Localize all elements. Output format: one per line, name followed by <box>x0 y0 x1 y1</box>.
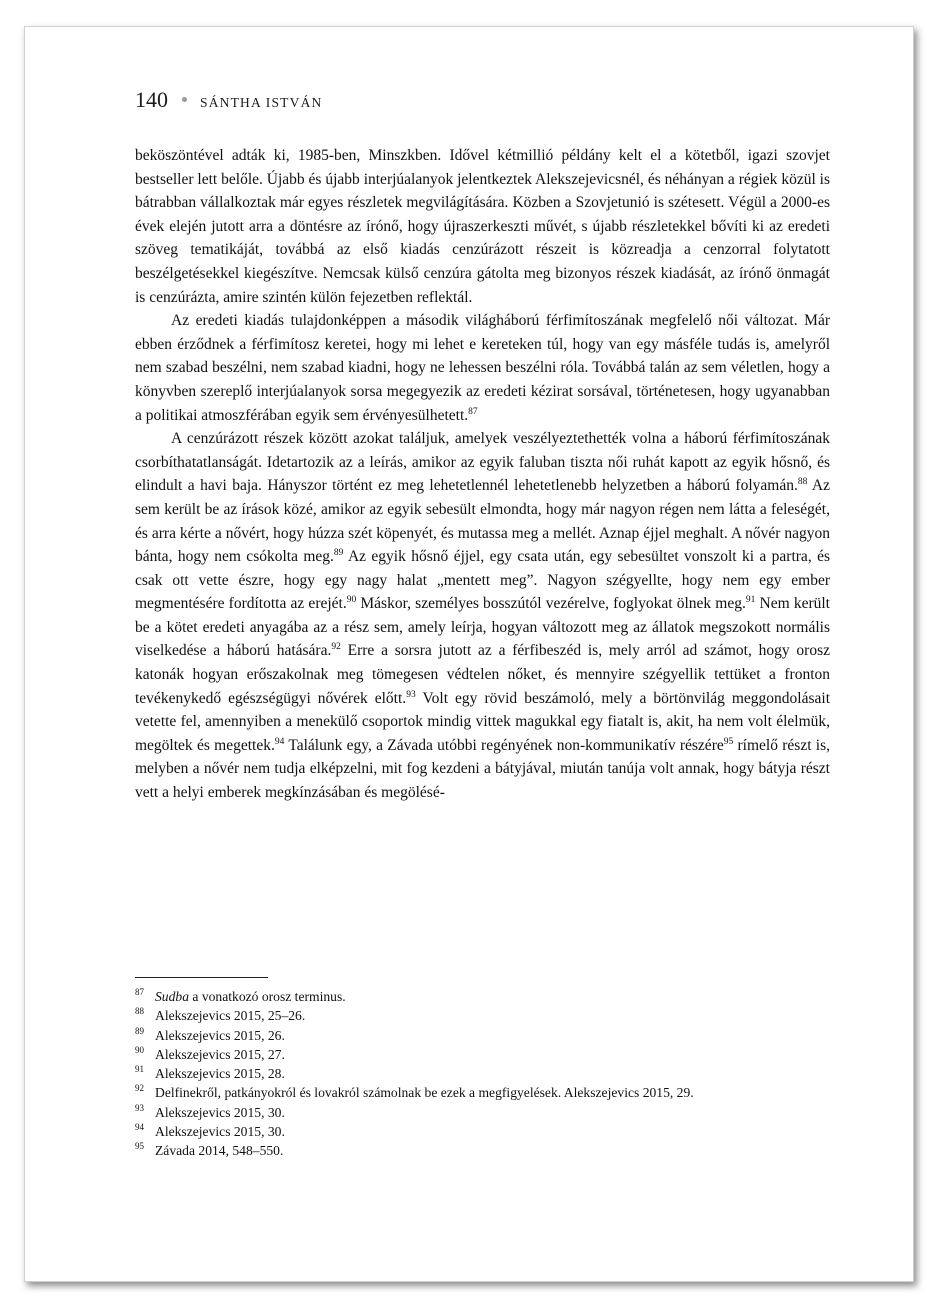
footnote-item <box>135 987 835 1006</box>
footnote-reference[interactable]: 95 <box>723 736 734 747</box>
footnote-number: 87 <box>135 987 144 997</box>
page-number: 140 <box>135 87 168 112</box>
footnote-text <box>155 1141 283 1160</box>
footnote-number: 88 <box>135 1006 144 1017</box>
paragraph-text: Volt egy rövid beszámoló, mely a börtönvilág meggondolásait vetette fel, amennyiben a menekülő csoportok mindig vittek magukkal egy fiatalt is, akit, ha nem volt élelmük, megöltek és megettek. <box>135 689 831 754</box>
footnote-body: Alekszejevics 2015, 27. <box>155 1046 285 1062</box>
footnote-body: Alekszejevics 2015, 28. <box>155 1066 285 1082</box>
body-paragraph <box>135 144 830 309</box>
footnote-text <box>155 1064 285 1083</box>
footnote-number: 93 <box>135 1102 144 1113</box>
footnote-item <box>135 1083 835 1102</box>
footnote-number: 89 <box>135 1025 144 1036</box>
footnote-body: Závada 2014, 548–550. <box>155 1143 284 1159</box>
footnote-item <box>135 1006 835 1025</box>
footnote-reference[interactable]: 88 <box>797 477 808 488</box>
footnote-body: Alekszejevics 2015, 30. <box>155 1104 285 1120</box>
paragraph-text: Az egyik hősnő éjjel, egy csata után, egy sebesültet vonszolt ki a partra, és csak ott vette észre, hogy egy nagy halat „mentett meg”. Nagyon szégyellte, hogy nem egy ember megmentésére fordította az erejét. <box>135 548 830 613</box>
paragraph-text: Nem került be a kötet eredeti anyagába az a rész sem, amely leírja, hogyan változott meg az állatok megszokott normális viselkedése a háború hatására. <box>135 595 830 660</box>
footnote-text <box>155 1026 285 1045</box>
footnote-reference[interactable]: 89 <box>333 548 344 559</box>
footnote-reference[interactable]: 93 <box>406 689 416 700</box>
footnote-body: a vonatkozó orosz terminus. <box>188 989 346 1004</box>
paragraph-text: beköszöntével adták ki, 1985-ben, Minszkben. Idővel kétmillió példány kelt el a kötetből, igazi szovjet bestseller lett belőle. Újabb és újabb interjúalanyok jelentkeztek Alekszejevicsnél, és néhányan a régiek közül is bátrabban vállalkoztak már egyes részletek megvilágítására. Közben a Szovjetunió is szétesett. Végül a 2000-es évek elején jutott arra a döntésre az írónő, hogy újraszerkeszti művét, s újabb részletekkel bővíti ki az eredeti szöveg tematikáját, továbbá az első kiadás cenzúrázott részeit is közreadja a cenzorral folytatott beszélgetésekkel kiegészítve. Nemcsak külső cenzúra gátolta meg bizonyos részek kiadását, az írónő önmagát is cenzúrázta, amire szintén külön fejezetben reflektál. <box>135 147 830 306</box>
paragraph-text: rímelő részt is, melyben a nővér nem tudja elképzelni, mit fog kezdeni a bátyjával, miután tanúja volt annak, hogy bátyja részt vett a helyi emberek megkínzásában és megölésé- <box>135 736 830 802</box>
footnote-number: 94 <box>135 1122 144 1133</box>
footnote-text <box>155 1006 305 1025</box>
footnote-reference[interactable]: 91 <box>745 595 756 606</box>
body-paragraph <box>135 309 830 427</box>
footnote-body: Delfinekről, patkányokról és lovakról számolnak be ezek a megfigyelések. Alekszejevics 2015, 29. <box>155 1085 694 1101</box>
paragraph-text: Találunk egy, a Závada utóbbi regényének non-kommunikatív részére <box>284 736 724 754</box>
footnote-item <box>135 1045 835 1064</box>
footnote-reference[interactable]: 92 <box>331 642 341 653</box>
footnote-reference[interactable]: 90 <box>346 595 357 606</box>
footnote-italic-term: Sudba <box>155 989 189 1004</box>
footnotes <box>135 987 835 1161</box>
footnote-item <box>135 1122 835 1141</box>
footnote-reference[interactable]: 94 <box>274 736 285 747</box>
running-head <box>135 87 322 113</box>
footnote-item <box>135 1103 835 1122</box>
footnote-item <box>135 1064 835 1083</box>
paragraph-text: Az sem került be az írások közé, amikor az egyik sebesült elmondta, hogy már nagyon régen nem látta a feleségét, és arra kérte a nővért, hogy húzza szét köpenyét, és mutassa meg a mellét. Aznap éjjel meghalt. A nővér nagyon bánta, hogy nem csókolta meg. <box>135 477 830 566</box>
footnote-number: 92 <box>135 1083 144 1094</box>
footnote-number: 91 <box>135 1064 144 1075</box>
footnote-body: Alekszejevics 2015, 25–26. <box>155 1008 306 1024</box>
book-page <box>24 26 914 1282</box>
footnote-number: 95 <box>135 1141 144 1152</box>
footnote-number: 90 <box>135 1044 144 1055</box>
running-head-author: SÁNTHA ISTVÁN <box>200 95 323 110</box>
paragraph-text: Máskor, személyes bosszútól vezérelve, foglyokat ölnek meg. <box>356 595 746 613</box>
paragraph-text: Erre a sorsra jutott az a férfibeszéd is, mely arról ad számot, hogy orosz katonák hogyan erőszakolnak meg tömegesen védtelen nőket, és mennyire szégyellik tettüket a fronton tevékenykedő egészségügyi nővérek előtt. <box>135 642 830 707</box>
paragraph-text: A cenzúrázott részek között azokat találjuk, amelyek veszélyeztethették volna a háború férfimítoszának csorbíthatatlanságát. Idetartozik az a leírás, amikor az egyik faluban tiszta női ruhát kapott az egyik hősnő, és elindult a havi baja. Hányszor történt ez meg lehetetlennél lehetetlenebb helyzetben a háború folyamán. <box>135 430 830 495</box>
footnote-body: Alekszejevics 2015, 26. <box>155 1027 285 1043</box>
footnote-item <box>135 1141 835 1160</box>
footnote-separator-rule <box>135 977 268 978</box>
footnote-reference[interactable]: 87 <box>468 406 478 417</box>
footnote-body: Alekszejevics 2015, 30. <box>155 1124 285 1140</box>
footnote-text <box>155 1045 285 1064</box>
bullet-separator-icon <box>182 97 187 102</box>
footnote-text <box>155 987 346 1006</box>
body-paragraph <box>135 427 830 805</box>
footnote-text <box>155 1122 285 1141</box>
body-text <box>135 144 830 805</box>
footnote-text <box>155 1083 694 1102</box>
footnote-item <box>135 1026 835 1045</box>
paragraph-text: Az eredeti kiadás tulajdonképpen a második világháború férfimítoszának megfelelő női változat. Már ebben érződnek a férfimítosz keretei, hogy mi lehet e kereteken túl, hogy van egy másféle tudás is, amelyről nem szabad beszélni, nem szabad kiadni, hogy ne lehessen beszélni róla. Továbbá talán az sem véletlen, hogy a könyvben szereplő interjúalanyok sorsa megegyezik az eredeti kézirat sorsával, történetesen, hogy ugyanabban a politikai atmoszférában egyik sem érvényesülhetett. <box>135 312 830 424</box>
footnote-text <box>155 1103 285 1122</box>
